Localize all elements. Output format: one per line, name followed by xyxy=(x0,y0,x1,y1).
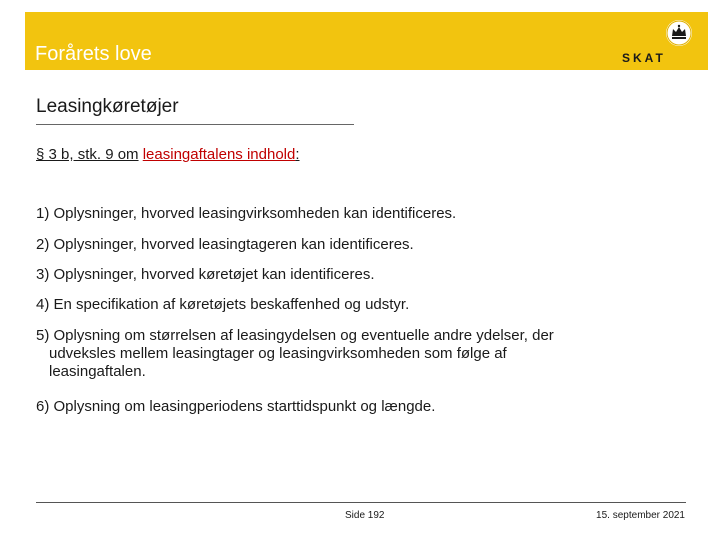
crown-icon xyxy=(666,20,692,46)
footer-date: 15. september 2021 xyxy=(596,510,685,521)
title-divider xyxy=(36,124,354,125)
page-number: Side 192 xyxy=(345,510,385,521)
list-item xyxy=(36,398,435,416)
slide-subtitle xyxy=(36,146,300,163)
subtitle-suffix: : xyxy=(295,146,300,163)
list-item xyxy=(36,205,456,223)
list-item-text: 1) Oplysninger, hvorved leasingvirksomheden kan identificeres. xyxy=(36,205,457,222)
subtitle-link[interactable]: leasingaftalens indhold xyxy=(142,146,296,163)
subtitle-prefix: § 3 b, stk. 9 om xyxy=(36,146,139,163)
list-item-text: 5) Oplysning om størrelsen af leasingydelsen og eventuelle andre ydelser, der xyxy=(36,327,554,344)
footer-divider xyxy=(36,502,686,503)
slide-title: Leasingkøretøjer xyxy=(36,96,179,117)
list-item-continuation: udveksles mellem leasingtager og leasingvirksomheden som følge af xyxy=(49,345,507,362)
list-item-text: 2) Oplysninger, hvorved leasingtageren kan identificeres. xyxy=(36,236,414,253)
header-title: Forårets love xyxy=(35,43,152,65)
list-item xyxy=(36,266,374,284)
list-item-text: 3) Oplysninger, hvorved køretøjet kan identificeres. xyxy=(36,266,375,283)
logo-text: SKAT xyxy=(622,51,666,65)
skat-logo xyxy=(622,20,692,66)
list-item-continuation: leasingaftalen. xyxy=(49,363,146,380)
list-item xyxy=(36,327,554,381)
list-item-text: 6) Oplysning om leasingperiodens starttidspunkt og længde. xyxy=(36,398,436,415)
list-item-text: 4) En specifikation af køretøjets beskaffenhed og udstyr. xyxy=(36,296,410,313)
list-item xyxy=(36,296,409,314)
list-item xyxy=(36,236,414,254)
header-banner xyxy=(25,12,708,70)
